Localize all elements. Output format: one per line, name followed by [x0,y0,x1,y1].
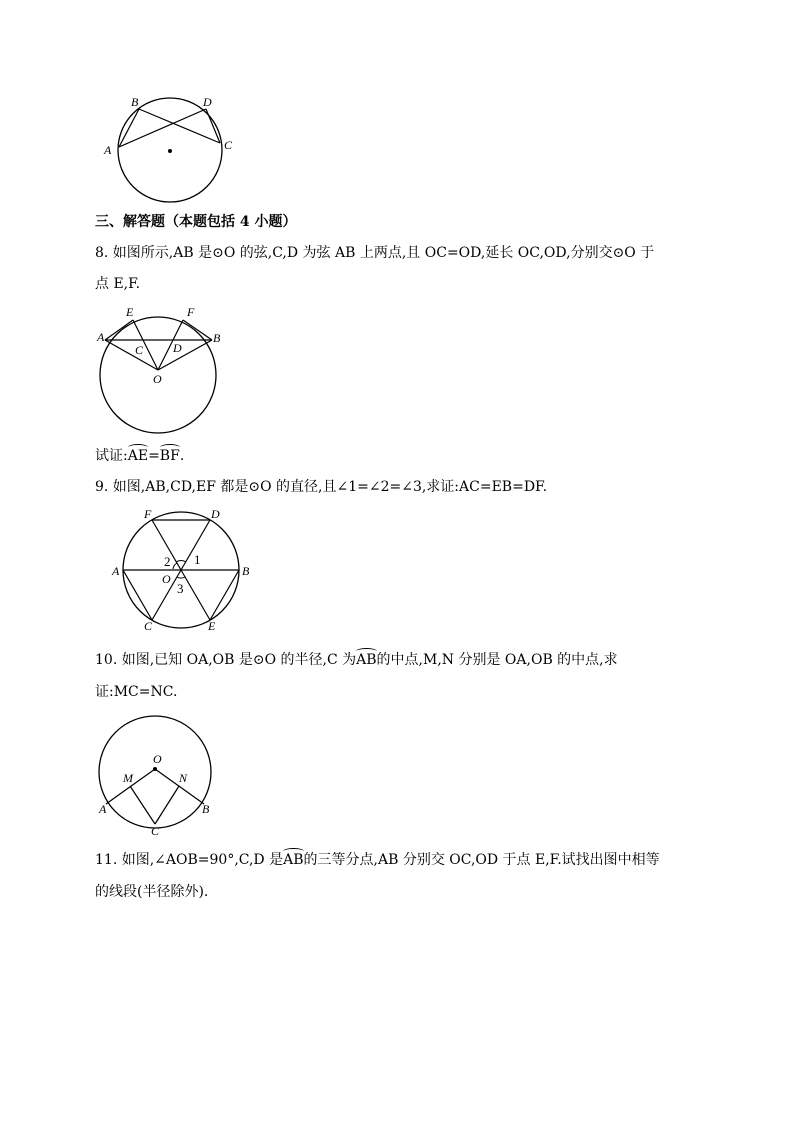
label-d: D [173,341,182,355]
q10-text-line1: 10. 如图,已知 OA,OB 是⊙O 的半径,C 为 AB的中点,M,N 分别是 OA,OB 的中点,求 [95,650,618,670]
label-m: M [123,771,133,785]
arc-ab: AB [283,850,303,870]
label-c: C [224,138,233,152]
label-a: A [99,802,107,816]
q9-text-line1: 9. 如图,AB,CD,EF 都是⊙O 的直径,且∠1=∠2=∠3,求证:AC=EB=DF. [95,479,548,495]
label-f: F [187,305,195,319]
angle-label-1: 1 [194,552,201,567]
center-point [168,149,172,153]
segment-nc [155,786,179,824]
chord-be [210,570,239,620]
chord-ab [119,109,139,147]
circle [99,716,211,828]
figure-q8 [95,302,230,430]
label-e: E [126,305,134,319]
figure-q9 [110,505,255,635]
arc-bf: BF [160,446,180,466]
q8-prove-line: 试证: AE= BF. [95,446,184,466]
label-a: A [97,330,105,344]
label-o: O [153,372,162,386]
q11-text-line2: 的线段(半径除外). [95,884,209,900]
q11-text-line1: 11. 如图,∠AOB=90°,C,D 是 AB的三等分点,AB 分别交 OC,OD 于点 E,F.试找出图中相等 [95,850,660,870]
chord-ac [123,570,152,620]
segment-bf [183,320,212,340]
q8-text-line1: 8. 如图所示,AB 是⊙O 的弦,C,D 为弦 AB 上两点,且 OC=OD,延长 OC,OD,分别交⊙O 于 [95,245,655,261]
label-c: C [135,343,144,357]
q10-text-line2: 证:MC=NC. [95,684,178,700]
angle-label-3: 3 [177,581,184,596]
section-heading: 三、解答题（本题包括 4 小题） [95,214,297,230]
q8-text-line2: 点 E,F. [95,276,141,292]
label-b: B [131,95,139,109]
label-o: O [162,572,171,586]
figure-chords-abcd [100,92,240,204]
label-e: E [208,619,216,633]
q8-prove-prefix: 试证: [95,448,128,464]
arc-ab: AB [356,650,376,670]
label-a: A [112,564,120,578]
label-c: C [151,824,160,838]
segment-ae [105,320,133,340]
label-d: D [203,95,212,109]
label-b: B [202,802,210,816]
label-f: F [144,507,152,521]
label-o: O [153,752,162,766]
angle-label-2: 2 [164,554,171,569]
figure-q10 [95,710,220,840]
label-c: C [144,619,153,633]
center-point [153,767,157,771]
label-d: D [211,507,220,521]
label-b: B [213,331,221,345]
segment-mc [130,786,155,824]
label-b: B [242,564,250,578]
arc-ae: AE [128,446,148,466]
label-n: N [179,771,188,785]
label-a: A [104,143,112,157]
